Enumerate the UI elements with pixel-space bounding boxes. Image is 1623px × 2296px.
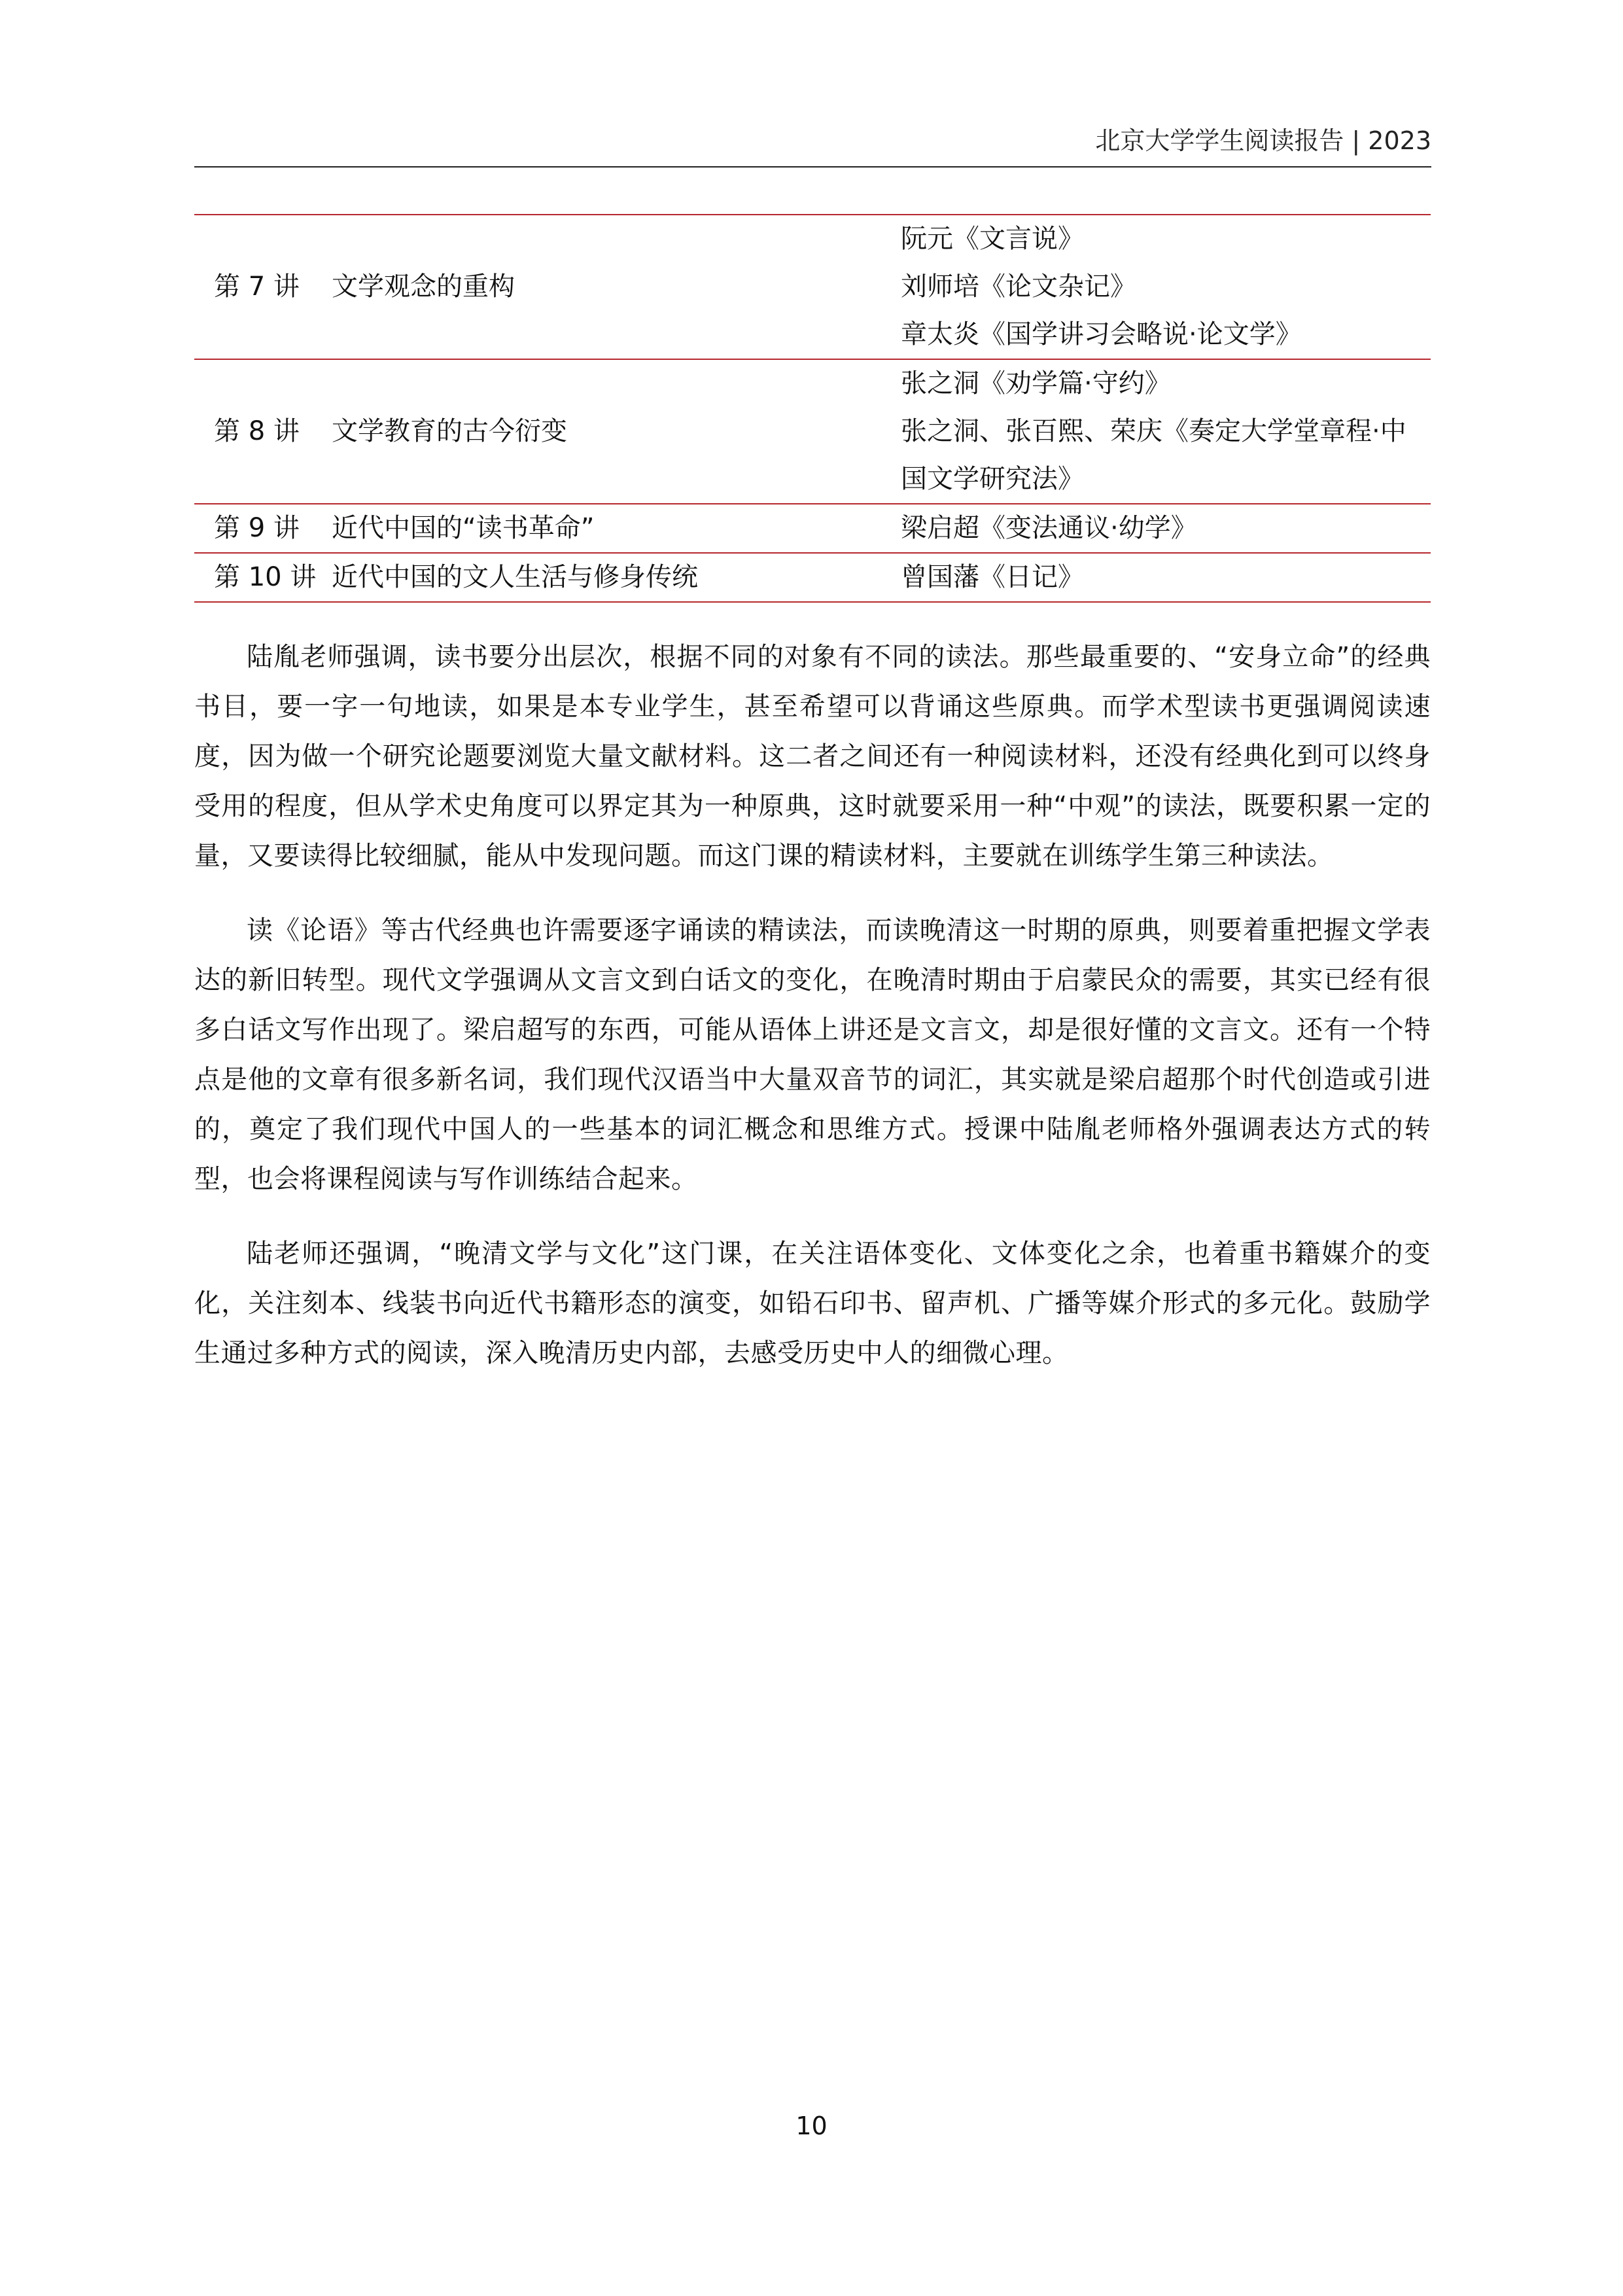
- page-number: 10: [795, 2111, 828, 2140]
- paragraph: 陆胤老师强调，读书要分出层次，根据不同的对象有不同的读法。那些最重要的、“安身立命”的经典书目，要一字一句地读，如果是本专业学生，甚至希望可以背诵这些原典。而学术型读书更强调阅读速度，因为做一个研究论题要浏览大量文献材料。这二者之间还有一种阅读材料，还没有经典化到可以终身受用的程度，但从学术史角度可以界定其为一种原典，这时就要采用一种“中观”的读法，既要积累一定的量，又要读得比较细腻，能从中发现问题。而这门课的精读材料，主要就在训练学生第三种读法。: [194, 642, 1431, 871]
- header-title: 北京大学学生阅读报告 | 2023: [1095, 126, 1431, 155]
- table-row: [194, 554, 1431, 603]
- reading-item: 梁启超《变法通议·幼学》: [901, 513, 1197, 543]
- reading-item: 章太炎《国学讲习会略说·论文学》: [901, 319, 1302, 349]
- lecture-readings: [901, 215, 1431, 359]
- lecture-readings: [901, 554, 1431, 601]
- lecture-number: 第 9 讲: [214, 513, 300, 543]
- lecture-title: 文学教育的古今衍变: [332, 416, 567, 446]
- syllabus-table: [194, 214, 1431, 603]
- lecture-title: 文学观念的重构: [332, 272, 515, 302]
- lecture-title: 近代中国的文人生活与修身传统: [332, 562, 698, 592]
- paragraph: 陆老师还强调，“晚清文学与文化”这门课，在关注语体变化、文体变化之余，也着重书籍媒介的变化，关注刻本、线装书向近代书籍形态的演变，如铅石印书、留声机、广播等媒介形式的多元化。鼓励学生通过多种方式的阅读，深入晚清历史内部，去感受历史中人的细微心理。: [194, 1239, 1431, 1368]
- lecture-readings: [901, 504, 1431, 552]
- reading-item: 张之洞《劝学篇·守约》: [901, 368, 1171, 398]
- lecture-number: 第 10 讲: [214, 562, 317, 592]
- table-row: [194, 504, 1431, 554]
- lecture-number: 第 8 讲: [214, 416, 300, 446]
- paragraph: 读《论语》等古代经典也许需要逐字诵读的精读法，而读晚清这一时期的原典，则要着重把握文学表达的新旧转型。现代文学强调从文言文到白话文的变化，在晚清时期由于启蒙民众的需要，其实已经有很多白话文写作出现了。梁启超写的东西，可能从语体上讲还是文言文，却是很好懂的文言文。还有一个特点是他的文章有很多新名词，我们现代汉语当中大量双音节的词汇，其实就是梁启超那个时代创造或引进的，奠定了我们现代中国人的一些基本的词汇概念和思维方式。授课中陆胤老师格外强调表达方式的转型，也会将课程阅读与写作训练结合起来。: [194, 915, 1431, 1194]
- reading-item: 刘师培《论文杂记》: [901, 272, 1136, 302]
- reading-item: 阮元《文言说》: [901, 224, 1084, 254]
- table-row: [194, 215, 1431, 360]
- lecture-title: 近代中国的“读书革命”: [332, 513, 595, 543]
- lecture-readings: [901, 360, 1431, 503]
- table-row: [194, 360, 1431, 504]
- page-header: [194, 124, 1431, 168]
- reading-item: 曾国藩《日记》: [901, 562, 1084, 592]
- reading-item: 张之洞、张百熙、荣庆《奏定大学堂章程·中: [901, 416, 1406, 446]
- reading-item: 国文学研究法》: [901, 464, 1084, 494]
- lecture-number: 第 7 讲: [214, 272, 300, 302]
- body-text: [194, 632, 1431, 1403]
